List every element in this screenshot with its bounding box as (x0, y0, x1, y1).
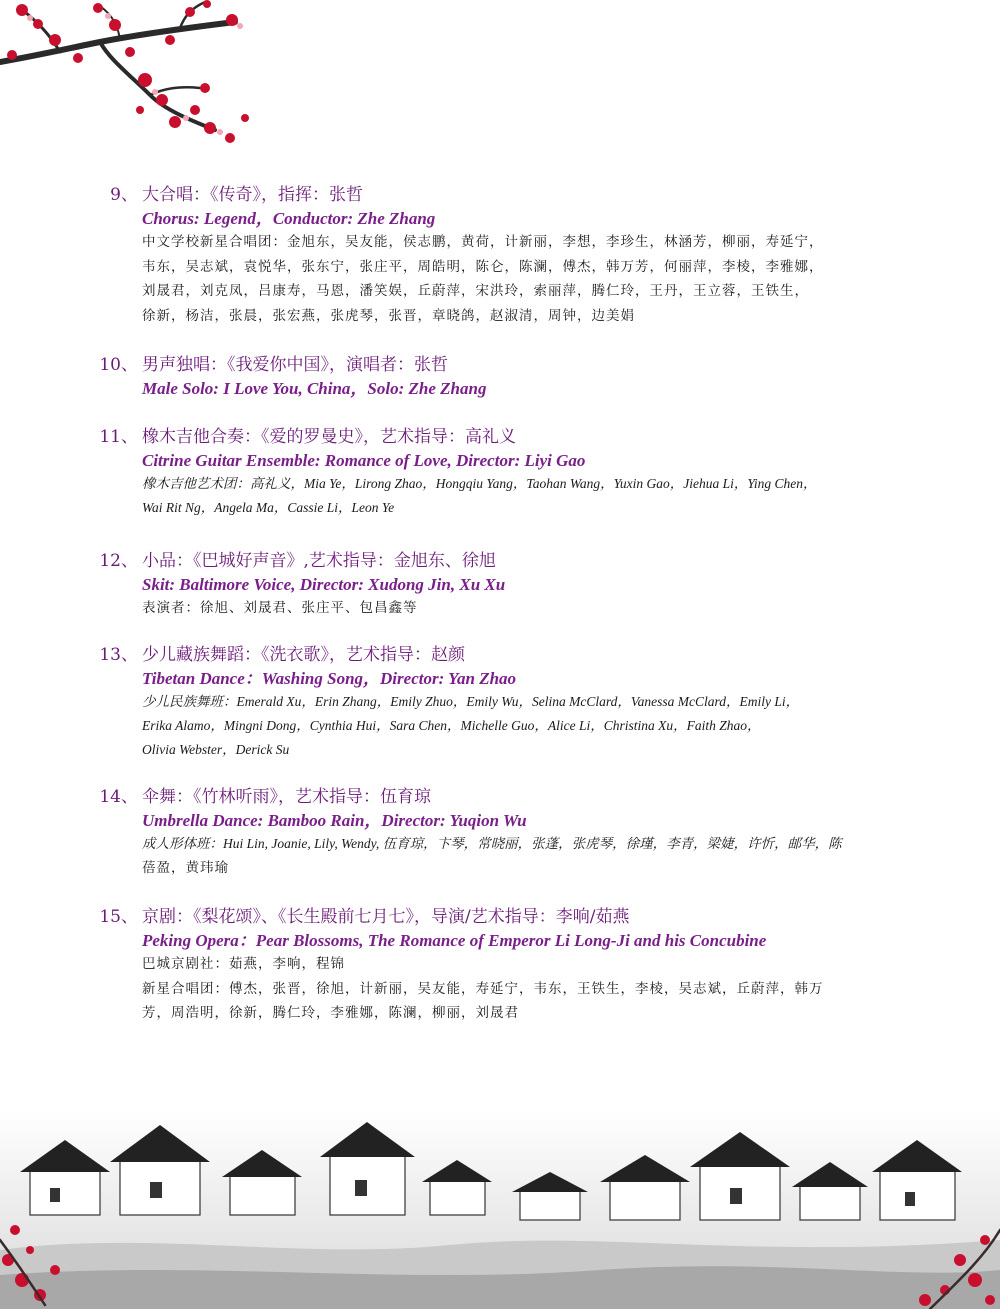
program-item-12 (90, 549, 890, 643)
item-english-title: Peking Opera：Pear Blossoms, The Romance of Emperor Li Long-Ji and his Concubine (142, 931, 767, 950)
item-chinese-title: 大合唱：《传奇》，指挥：张哲 (142, 185, 363, 205)
program-item-9 (90, 183, 890, 333)
program-item-14 (90, 785, 890, 905)
item-english-title: Chorus: Legend，Conductor: Zhe Zhang (142, 209, 436, 228)
item-chinese-title: 京剧：《梨花颂》、《长生殿前七月七》，导演/艺术指导：李响/茹燕 (142, 907, 630, 927)
item-english-title: Umbrella Dance: Bamboo Rain，Director: Yuqion Wu (142, 811, 527, 830)
cast-line: Wai Rit Ng，Angela Ma，Cassie Li，Leon Ye (142, 500, 395, 515)
item-chinese-title: 橡木吉他合奏：《爱的罗曼史》，艺术指导：高礼义 (142, 427, 516, 447)
item-number: 15、 (99, 907, 138, 927)
cast-line: Olivia Webster，Derick Su (142, 742, 290, 757)
cast-line: Erika Alamo，Mingni Dong，Cynthia Hui，Sara Chen，Michelle Guo，Alice Li，Christina Xu，Faith Zhao， (142, 718, 761, 733)
item-number: 12、 (99, 551, 138, 571)
cast-line: 蓓盈，黄玮瑜 (142, 860, 229, 876)
item-number: 14、 (99, 787, 138, 807)
plum-blossom-branch-decoration (0, 0, 260, 145)
program-item-11 (90, 425, 890, 549)
cast-line: 芳，周浩明，徐新，腾仁玲，李雅娜，陈澜，柳丽，刘晟君 (142, 1005, 519, 1021)
program-item-13 (90, 643, 890, 785)
cast-line: 成人形体班：Hui Lin, Joanie, Lily, Wendy, 伍育琼，卞琴，常晓丽，张蓬，张虎琴，徐瑾，李青，梁婕，许忻，邮华，陈 (142, 836, 842, 851)
program-item-10 (90, 353, 890, 425)
cast-line: 橡木吉他艺术团：高礼义，Mia Ye，Lirong Zhao，Hongqiu Yang，Taohan Wang，Yuxin Gao，Jiehua Li，Ying Chen， (142, 476, 817, 491)
cast-line: 刘晟君，刘克凤，吕康寿，马恩，潘笑娱，丘蔚萍，宋洪玲，索丽萍，腾仁玲，王丹，王立蓉，王铁生， (142, 283, 809, 299)
item-english-title: Male Solo: I Love You, China，Solo: Zhe Zhang (142, 379, 487, 398)
program-item-15 (90, 905, 890, 1026)
item-chinese-title: 小品：《巴城好声音》,艺术指导：金旭东、徐旭 (142, 551, 496, 571)
item-number: 10、 (99, 355, 138, 375)
ink-village-painting-decoration (0, 1110, 1000, 1309)
program-list (90, 183, 890, 1026)
cast-line: 中文学校新星合唱团：金旭东，吴友能，侯志鹏，黄荷，计新丽，李想，李珍生，林涵芳，柳丽，寿延宁， (142, 234, 824, 250)
cast-line: 巴城京剧社：茹燕，李响，程锦 (142, 956, 345, 972)
item-number: 13、 (99, 645, 138, 665)
item-chinese-title: 伞舞：《竹林听雨》，艺术指导：伍育琼 (142, 787, 431, 807)
item-english-title: Tibetan Dance：Washing Song，Director: Yan Zhao (142, 669, 517, 688)
cast-line: 徐新，杨洁，张晨，张宏燕，张虎琴，张晋，章晓鸽，赵淑清，周钟，边美娟 (142, 307, 635, 324)
item-chinese-title: 少儿藏族舞蹈：《洗衣歌》，艺术指导：赵颜 (142, 645, 465, 665)
cast-line: 新星合唱团：傅杰，张晋，徐旭，计新丽，吴友能，寿延宁，韦东，王铁生，李棱，吴志斌，丘蔚萍，韩万 (142, 980, 824, 997)
cast-line: 韦东，吴志斌，袁悦华，张东宁，张庄平，周皓明，陈仑，陈澜，傅杰，韩万芳，何丽萍，李棱，李雅娜， (142, 258, 824, 275)
item-number: 11、 (99, 427, 138, 447)
item-english-title: Skit: Baltimore Voice, Director: Xudong Jin, Xu Xu (142, 575, 506, 594)
item-number: 9、 (110, 185, 138, 205)
cast-line: 少儿民族舞班：Emerald Xu，Erin Zhang，Emily Zhuo，Emily Wu，Selina McClard，Vanessa McClard，Emily Li， (142, 694, 800, 709)
cast-line: 表演者：徐旭、刘晟君、张庄平、包昌鑫等 (142, 600, 418, 616)
item-english-title: Citrine Guitar Ensemble: Romance of Love, Director: Liyi Gao (142, 451, 586, 470)
item-chinese-title: 男声独唱：《我爱你中国》，演唱者：张哲 (142, 355, 448, 375)
